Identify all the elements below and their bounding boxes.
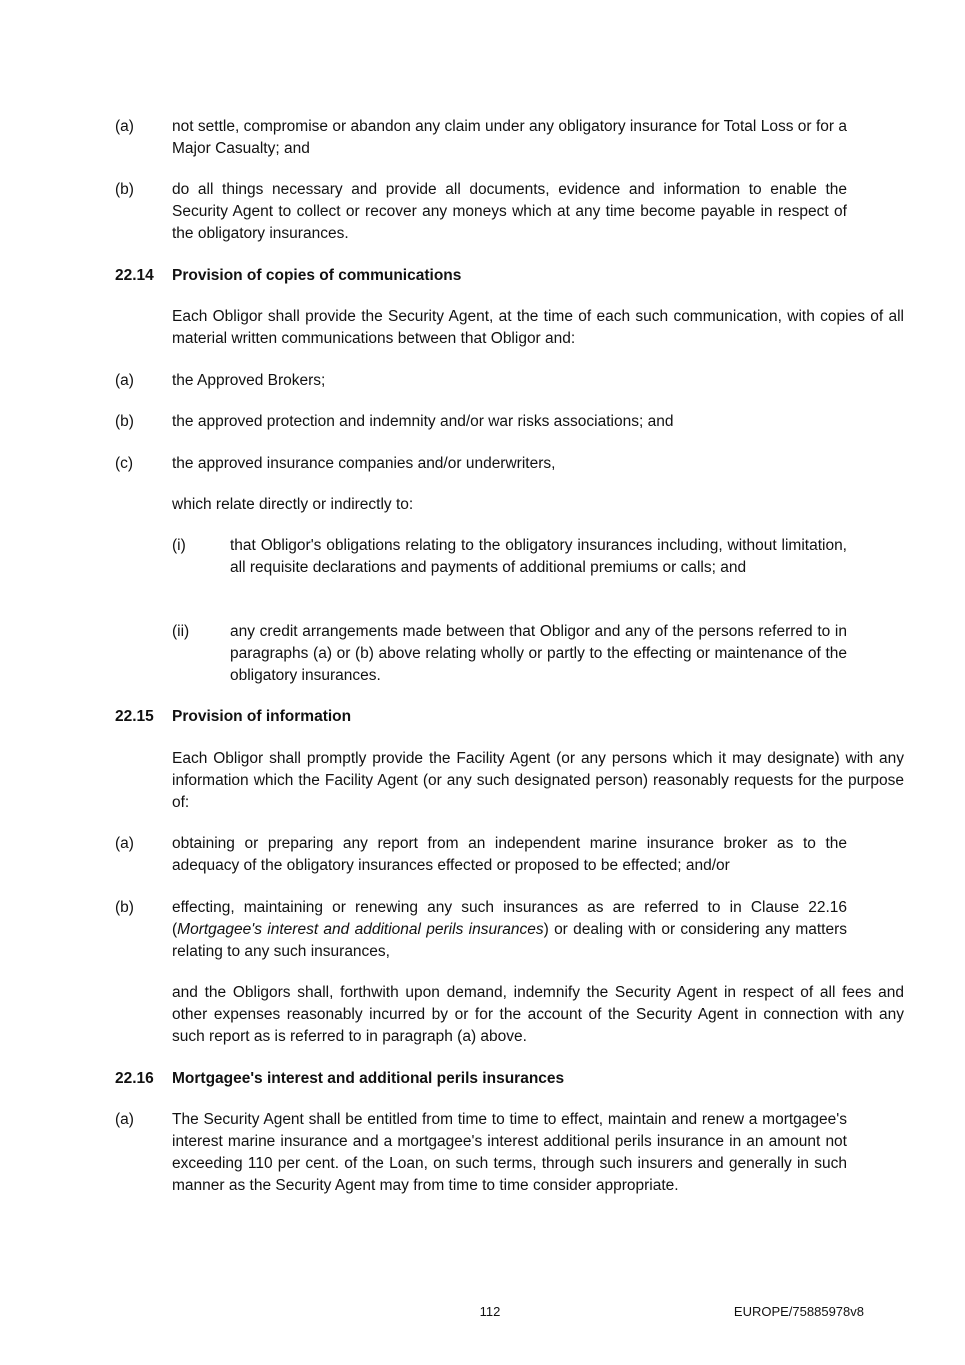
paragraph-c-companies: [115, 453, 847, 475]
section-title: Provision of information: [172, 708, 352, 725]
paragraph-indemnify: and the Obligors shall, forthwith upon demand, indemnify the Security Agent in respect of all fees and other expenses reasonably incurred by or for the account of the Security Agent in connection with any such report as is referred to in paragraph (a) above.: [172, 984, 904, 1045]
cross-reference-title: Mortgagee's interest and additional perils insurances: [177, 921, 544, 938]
paragraph-b-do-all-things: [115, 179, 847, 245]
subparagraph-i-obligations: [172, 535, 847, 579]
paragraph-copies-intro: Each Obligor shall provide the Security Agent, at the time of each such communication, with copies of all material written communications between that Obligor and:: [172, 308, 904, 347]
item-label: (c): [115, 455, 134, 472]
item-label: (a): [115, 1111, 134, 1128]
item-text: [172, 897, 847, 963]
page-number: 112: [479, 1304, 501, 1319]
section-number: 22.14: [115, 267, 154, 284]
item-text: obtaining or preparing any report from an independent marine insurance broker as to the adequacy of the obligatory insurances effected or proposed to be effected; and/or: [172, 835, 847, 874]
item-text: the approved insurance companies and/or underwriters,: [172, 455, 556, 472]
paragraph-relate-to: which relate directly or indirectly to:: [172, 496, 414, 513]
paragraph-a-mortgagee-insurance: [115, 1109, 847, 1197]
item-text: not settle, compromise or abandon any claim under any obligatory insurance for Total Loss or for a Major Casualty; and: [172, 118, 847, 157]
section-heading-22-16: [115, 1068, 847, 1090]
item-label: (b): [115, 413, 134, 430]
paragraph-b-effecting: [115, 897, 847, 963]
item-label: (a): [115, 118, 134, 135]
paragraph-a-brokers: [115, 370, 847, 392]
section-heading-22-15: [115, 706, 847, 728]
paragraph-a-report: [115, 833, 847, 877]
item-text: the Approved Brokers;: [172, 372, 326, 389]
item-label: (a): [115, 835, 134, 852]
item-text: do all things necessary and provide all documents, evidence and information to enable the Security Agent to collect or recover any moneys which at any time become payable in respect of the obligatory insurances.: [172, 181, 847, 242]
paragraph-a-settle: [115, 116, 847, 160]
text-part: ) or dealing with or considering any matters relating to any such insurances,: [172, 921, 847, 960]
section-title: Provision of copies of communications: [172, 267, 462, 284]
item-text: the approved protection and indemnity and/or war risks associations; and: [172, 413, 674, 430]
paragraph-b-associations: [115, 411, 847, 433]
item-text: The Security Agent shall be entitled from time to time to effect, maintain and renew a mortgagee's interest marine insurance and a mortgagee's interest additional perils insurance in an amount not exceeding 110 per cent. of the Loan, on such terms, through such insurers and generally in such manner as the Security Agent may from time to time consider appropriate.: [172, 1111, 847, 1194]
section-title: Mortgagee's interest and additional perils insurances: [172, 1070, 565, 1087]
section-number: 22.16: [115, 1070, 154, 1087]
section-heading-22-14: [115, 265, 847, 287]
item-label: (b): [115, 899, 134, 916]
item-label: (i): [172, 537, 186, 554]
item-text: that Obligor's obligations relating to the obligatory insurances including, without limitation, all requisite declarations and payments of additional premiums or calls; and: [230, 537, 847, 576]
text-part: effecting, maintaining or renewing any such insurances as are referred to in Clause 22.16 (: [172, 899, 847, 938]
item-text: any credit arrangements made between that Obligor and any of the persons referred to in paragraphs (a) or (b) above relating wholly or partly to the effecting or maintenance of the obligatory insurances.: [230, 623, 847, 684]
document-reference: EUROPE/75885978v8: [733, 1304, 864, 1319]
item-label: (ii): [172, 623, 190, 640]
paragraph-information-intro: Each Obligor shall promptly provide the Facility Agent (or any persons which it may designate) with any information which the Facility Agent (or any such designated person) reasonably requests for the purpose of:: [172, 750, 904, 811]
subparagraph-ii-credit: [172, 621, 847, 687]
section-number: 22.15: [115, 708, 154, 725]
item-label: (a): [115, 372, 134, 389]
item-label: (b): [115, 181, 134, 198]
